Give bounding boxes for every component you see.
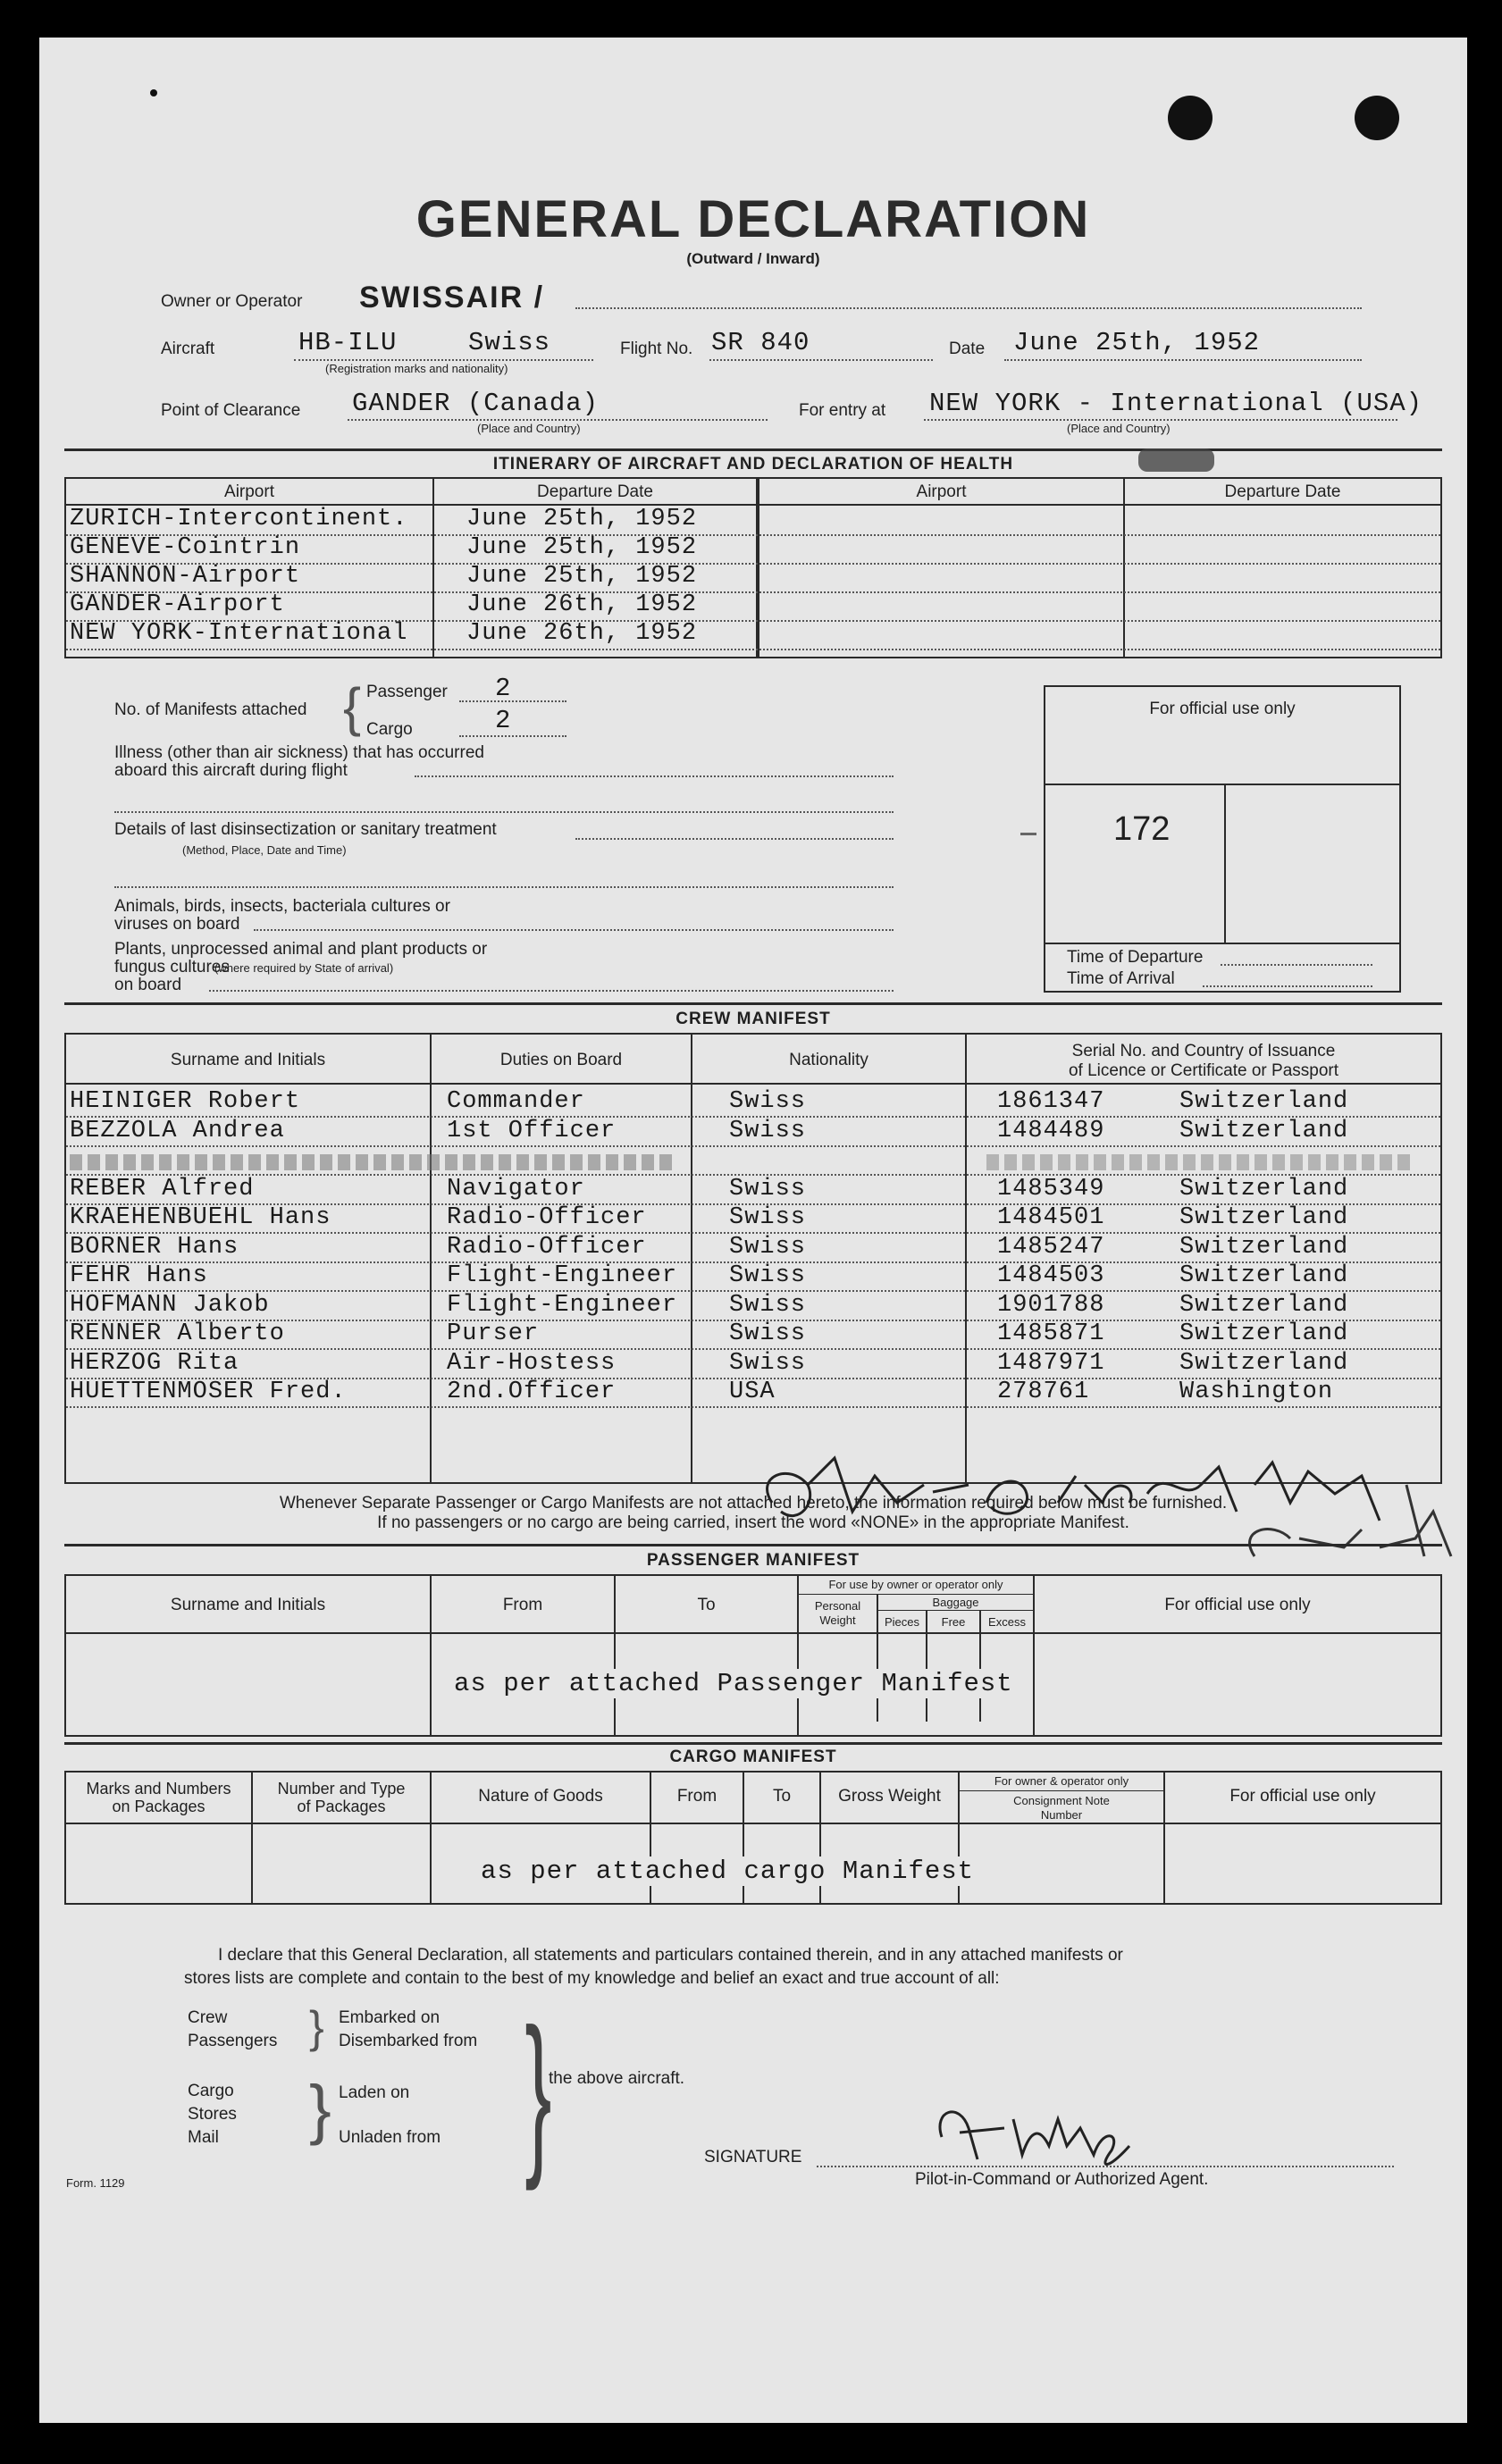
official-use-rule [1045,784,1399,785]
crew-country: Switzerland [1179,1350,1349,1377]
crew-serial: 1485871 [997,1320,1105,1347]
passenger-count-line [459,700,566,702]
itinerary-col-airport-2: Airport [916,482,967,501]
passenger-col-excess: Excess [988,1615,1026,1629]
itinerary-top-border [64,448,1442,451]
cargo-col-consign-2: Number [1040,1808,1083,1822]
declaration-text-2: stores lists are complete and contain to the best of my knowledge and belief an exact and true account of all: [184,1969,1000,1988]
crew-nat: Swiss [729,1118,807,1144]
cargo-col-official: For official use only [1229,1787,1376,1806]
crew-serial: 1484489 [997,1118,1105,1144]
ink-speck [150,89,157,96]
signature-scribble [924,2092,1156,2173]
crew-title: CREW MANIFEST [675,1010,831,1028]
crew-col-nationality: Nationality [789,1051,868,1069]
crew-duty: 2nd.Officer [447,1379,617,1405]
disinsect-line-2 [114,886,894,888]
animals-label: Animals, birds, insects, bacteriala cultures or [114,897,450,916]
crew-name: HERZOG Rita [70,1350,239,1377]
itinerary-col-date: Departure Date [537,482,653,501]
crew-country: Switzerland [1179,1292,1349,1319]
disinsect-hint: (Method, Place, Date and Time) [182,843,347,857]
itinerary-divider-3 [1123,477,1125,658]
plants-label-2: fungus cultures [114,958,230,976]
official-use-box [1044,685,1401,993]
plants-hint: (where required by State of arrival) [214,961,394,975]
illness-label: Illness (other than air sickness) that has occurred [114,743,484,762]
crew-duty: Air-Hostess [447,1350,617,1377]
cargo-right [1440,1771,1442,1905]
official-use-title: For official use only [1149,700,1296,718]
aircraft-value: HB-ILU [298,328,398,357]
notice-line-2: If no passengers or no cargo are being carried, insert the word «NONE» in the appropriate Manifest. [377,1513,1129,1532]
crew-serial: 1484503 [997,1262,1105,1289]
itinerary-date: June 26th, 1952 [466,591,698,618]
cargo-count: 2 [495,706,512,735]
decl-cargo: Cargo [188,2082,234,2100]
form-number: Form. 1129 [66,2176,125,2190]
crew-country: Switzerland [1179,1320,1349,1347]
crew-header-rule [64,1083,1442,1085]
clearance-label: Point of Clearance [161,401,301,420]
plants-line [209,990,894,992]
crew-col-name: Surname and Initials [170,1051,326,1069]
illness-label-2: aboard this aircraft during flight [114,761,348,780]
crew-country: Switzerland [1179,1234,1349,1261]
entry-label: For entry at [799,401,886,420]
passenger-col-free: Free [941,1615,966,1629]
crew-serial: 278761 [997,1379,1090,1405]
decl-laden: Laden on [339,2083,410,2102]
itinerary-date: June 25th, 1952 [466,563,698,590]
crew-country: Switzerland [1179,1262,1349,1289]
passenger-bottom-rule [64,1735,1442,1737]
crew-country: Switzerland [1179,1204,1349,1231]
itinerary-title-rule [64,477,1442,479]
owner-value: SWISSAIR / [359,281,545,314]
flight-value: SR 840 [711,328,810,357]
crew-left [64,1033,66,1484]
passenger-title-rule [64,1574,1442,1576]
official-use-number: 172 [1113,810,1171,848]
entry-hint: (Place and Country) [1067,422,1171,435]
crew-name: REBER Alfred [70,1176,255,1203]
cargo-col-marks: Marks and Numbers [86,1780,231,1798]
cargo-count-line [459,735,566,737]
crew-duty: Commander [447,1088,585,1115]
crew-country: Switzerland [1179,1088,1349,1115]
illness-line [415,775,894,777]
passenger-top-border [64,1544,1442,1546]
crew-divider-1 [430,1033,432,1484]
itinerary-date: June 25th, 1952 [466,534,698,561]
manifests-label: No. of Manifests attached [114,700,307,719]
crew-name: HEINIGER Robert [70,1088,301,1115]
passenger-header-rule [64,1632,1442,1634]
passenger-right [1440,1574,1442,1737]
cargo-top-border [64,1742,1442,1745]
crew-top-border [64,1002,1442,1005]
crew-col-duties: Duties on Board [499,1051,623,1069]
plants-label-3: on board [114,976,182,994]
aircraft-nation: Swiss [468,328,551,357]
crew-serial: 1485247 [997,1234,1105,1261]
official-use-rule-2 [1045,943,1399,944]
date-line [1004,359,1362,361]
itinerary-right [1440,477,1442,658]
owner-line [575,307,1362,309]
notice-line-1: Whenever Separate Passenger or Cargo Manifests are not attached hereto, the information required below must be furnished. [279,1494,1228,1513]
decl-mail: Mail [188,2128,219,2147]
itinerary-title: ITINERARY OF AIRCRAFT AND DECLARATION OF HEALTH [492,455,1014,474]
passenger-col-pieces: Pieces [884,1615,920,1629]
date-value: June 25th, 1952 [1013,328,1261,357]
official-use-divider [1224,784,1226,944]
declaration-text: I declare that this General Declaration, all statements and particulars contained therein, and in any attached manifests or [218,1946,1123,1965]
cargo-col-from: From [676,1787,717,1806]
crew-serial: 1487971 [997,1350,1105,1377]
passenger-col-name: Surname and Initials [170,1596,326,1614]
crew-nat: Swiss [729,1262,807,1289]
crew-nat: USA [729,1379,776,1405]
time-of-departure-line [1221,964,1372,966]
decl-brace-1: } [309,2002,324,2052]
crew-nat: Swiss [729,1234,807,1261]
itinerary-row-rule [66,649,1440,650]
cargo-col-owner: For owner & operator only [994,1774,1129,1788]
crew-duty: Radio-Officer [447,1204,647,1231]
punch-hole-left [1168,96,1213,140]
aircraft-line [294,359,593,361]
clearance-hint: (Place and Country) [477,422,581,435]
crew-nat: Swiss [729,1350,807,1377]
animals-label-2: viruses on board [114,915,240,934]
crew-serial: 1484501 [997,1204,1105,1231]
crew-duty: Purser [447,1320,540,1347]
crew-nat: Swiss [729,1176,807,1203]
signature-label: SIGNATURE [704,2148,802,2166]
crew-name: HOFMANN Jakob [70,1292,270,1319]
aircraft-label: Aircraft [161,339,215,358]
itinerary-airport: ZURICH-Intercontinent. [70,506,408,532]
crew-name: HUETTENMOSER Fred. [70,1379,347,1405]
disinsect-label: Details of last disinsectization or sanitary treatment [114,820,497,839]
time-of-arrival-line [1203,985,1372,987]
crew-country: Switzerland [1179,1176,1349,1203]
crew-serial: 1485349 [997,1176,1105,1203]
decl-above: the above aircraft. [549,2069,685,2088]
crew-nat: Swiss [729,1320,807,1347]
crew-serial: 1861347 [997,1088,1105,1115]
passenger-col-from: From [502,1596,543,1614]
cargo-sub-rule [960,1790,1163,1791]
crew-duty: Flight-Engineer [447,1292,678,1319]
passenger-col-owner: For use by owner or operator only [828,1578,1003,1591]
passenger-title: PASSENGER MANIFEST [646,1551,860,1570]
passenger-col-baggage: Baggage [932,1596,979,1609]
crew-col-serial: Serial No. and Country of Issuance [1071,1042,1336,1060]
itinerary-col-airport: Airport [224,482,274,501]
aircraft-hint: (Registration marks and nationality) [325,362,508,375]
cargo-col-number: Number and Type [277,1780,406,1798]
passenger-count: 2 [495,674,512,703]
itinerary-divider-1 [432,477,434,658]
itinerary-airport: GANDER-Airport [70,591,285,618]
entry-line [924,419,1397,421]
passenger-note: as per attached Passenger Manifest [449,1669,1019,1698]
cargo-col-weight: Gross Weight [838,1787,941,1806]
passenger-col-to: To [697,1596,716,1614]
itinerary-divider-2 [756,477,759,658]
decl-big-brace: } [524,1992,552,2192]
cargo-title-rule [64,1771,1442,1773]
cargo-col-marks-2: on Packages [112,1798,206,1815]
crew-country: Washington [1179,1379,1334,1405]
itinerary-left [64,477,66,658]
cargo-col-consign: Consignment Note [1013,1794,1110,1807]
itinerary-date: June 26th, 1952 [466,620,698,647]
cargo-title: CARGO MANIFEST [669,1747,837,1766]
itinerary-bottom-rule [64,657,1442,658]
crew-duty: Radio-Officer [447,1234,647,1261]
page-subtitle: (Outward / Inward) [686,250,820,267]
itinerary-date: June 25th, 1952 [466,506,698,532]
time-of-arrival-label: Time of Arrival [1067,969,1175,988]
crew-duty: Flight-Engineer [447,1262,678,1289]
decl-brace-2: } [309,2072,331,2146]
cargo-bottom-rule [64,1903,1442,1905]
passenger-col-weight: Personal [814,1599,861,1613]
flight-line [709,359,933,361]
itinerary-airport: GENEVE-Cointrin [70,534,301,561]
crew-name: BEZZOLA Andrea [70,1118,285,1144]
crew-col-serial-2: of Licence or Certificate or Passport [1068,1061,1339,1080]
pencil-mark [1020,833,1036,835]
ink-smudge [1138,448,1214,472]
passenger-divider-4 [877,1594,878,1722]
illness-line-2 [114,811,894,813]
decl-passengers: Passengers [188,2032,278,2050]
clearance-line [348,419,768,421]
disinsect-line [575,838,894,840]
crew-nat: Swiss [729,1204,807,1231]
plants-label: Plants, unprocessed animal and plant products or [114,940,488,959]
owner-label: Owner or Operator [161,292,303,311]
crew-duty: 1st Officer [447,1118,617,1144]
flight-label: Flight No. [620,339,693,358]
cargo-note: as per attached cargo Manifest [475,1856,979,1886]
decl-crew: Crew [188,2008,228,2027]
clearance-value: GANDER (Canada) [352,389,600,418]
passenger-col-weight-2: Weight [819,1613,856,1627]
crew-row-rule [66,1145,1440,1147]
date-label: Date [949,339,986,358]
crew-name: BORNER Hans [70,1234,239,1261]
passenger-col-official: For official use only [1164,1596,1311,1614]
itinerary-airport: SHANNON-Airport [70,563,301,590]
cargo-col-nature: Nature of Goods [478,1787,603,1806]
struck-out-row [70,1154,677,1170]
struck-out-row-right [986,1154,1415,1170]
crew-nat: Swiss [729,1292,807,1319]
animals-line [254,929,894,931]
decl-embarked: Embarked on [339,2008,441,2027]
crew-country: Switzerland [1179,1118,1349,1144]
declaration-form [39,38,1467,2423]
entry-value: NEW YORK - International (USA) [929,389,1423,418]
cargo-col-number-2: of Packages [297,1798,386,1815]
crew-name: RENNER Alberto [70,1320,285,1347]
time-of-departure-label: Time of Departure [1067,948,1204,967]
crew-duty: Navigator [447,1176,585,1203]
crew-title-rule [64,1033,1442,1035]
itinerary-airport: NEW YORK-International [70,620,408,647]
itinerary-col-date-2: Departure Date [1224,482,1341,501]
crew-divider-2 [691,1033,692,1484]
passenger-count-label: Passenger [366,683,448,701]
passenger-sub-rule-2 [878,1610,1033,1611]
passenger-sub-rule [799,1594,1033,1595]
cargo-header-rule [64,1823,1442,1824]
cargo-col-to: To [772,1787,792,1806]
decl-unladen: Unladen from [339,2128,441,2147]
decl-disembarked: Disembarked from [339,2032,478,2050]
page-title: GENERAL DECLARATION [415,190,1091,248]
decl-stores: Stores [188,2105,237,2124]
cargo-count-label: Cargo [366,720,413,739]
crew-nat: Swiss [729,1088,807,1115]
pilot-label: Pilot-in-Command or Authorized Agent. [915,2170,1209,2189]
punch-hole-right [1355,96,1399,140]
crew-name: KRAEHENBUEHL Hans [70,1204,331,1231]
manifests-brace: { [343,677,362,737]
crew-serial: 1901788 [997,1292,1105,1319]
crew-name: FEHR Hans [70,1262,208,1289]
